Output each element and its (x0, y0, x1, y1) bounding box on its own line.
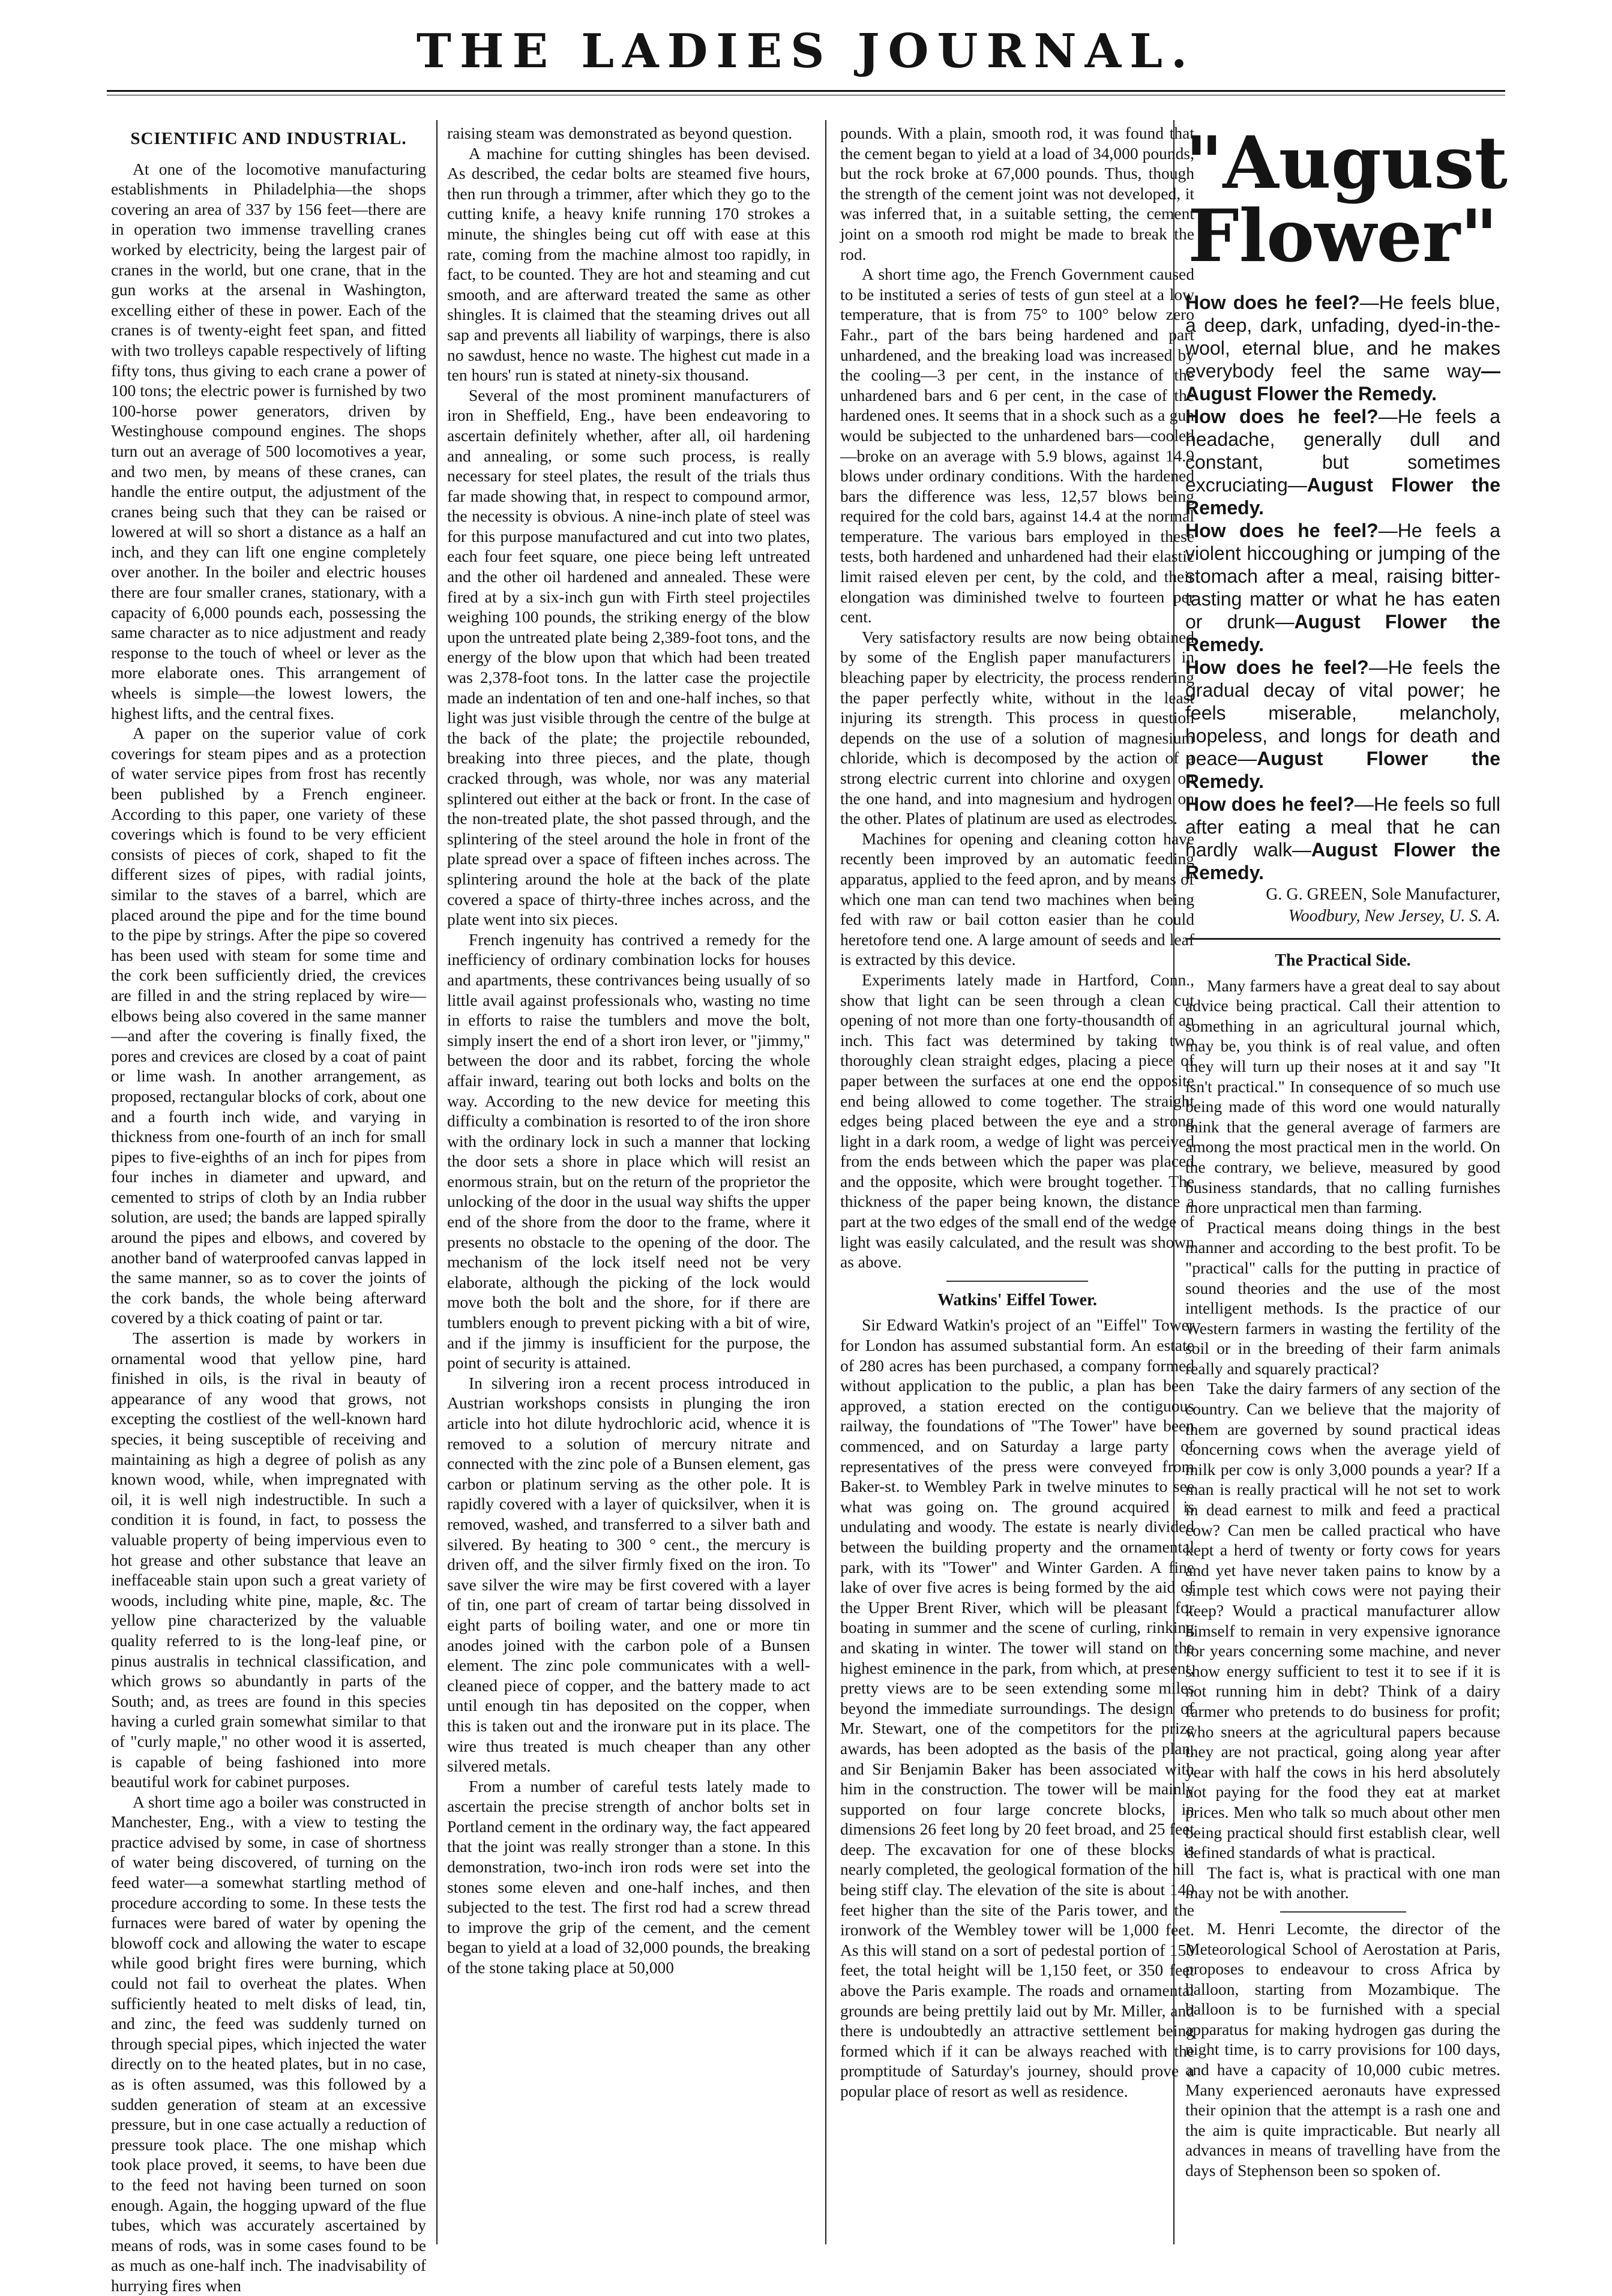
article-paragraph: A machine for cutting shingles has been devised. As described, the cedar bolts are steamed five hours, then run through a trimmer, after which they go to the cutting knife, a heavy knife running 170 strokes a minute, the shingles being cut off with ease at this rate, coming from the machine almost too rapidly, in fact, to be counted. They are hot and steaming and cut smooth, and are afterward treated the same as other shingles. It is claimed that the steaming drives out all sap and prevents all liability of warpings, there is also no sawdust, hence no waste. The highest cut made in a ten hours' run is stated at ninety-six thousand. (447, 143, 810, 385)
column-3 (840, 123, 1194, 2241)
advert-item (1185, 405, 1500, 519)
advert-title (1185, 121, 1508, 278)
article-paragraph: Sir Edward Watkin's project of an "Eiffel" Tower for London has assumed substantial form. An estate of 280 acres has been purchased, a company formed without application to the public, a plan has been approved, a station erected on the contiguous railway, the foundations of "The Tower" have been commenced, and on Saturday a large party of representatives of the press were conveyed from Baker-st. to Wembley Park in twelve minutes to see what was going on. The ground acquired is undulating and woody. The estate is nearly divided between the building property and the ornamental park, with its "Tower" and Winter Garden. A fine lake of over five acres is being formed by the aid of the Upper Brent River, which will be pleasant for boating in summer and the scene of curling, rinking and skating in winter. The tower will stand on the highest eminence in the park, from which, at present, pretty views are to be seen extending some miles beyond the immediate surroundings. The design of Mr. Stewart, one of the competitors for the prize awards, has been adopted as the basis of the plan, and Sir Benjamin Baker has been associated with him in the construction. The tower will be mainly supported on four large concrete blocks, in dimensions 26 feet long by 20 feet broad, and 25 feet deep. The excavation for one of these blocks is nearly completed, the geological formation of the hill being stiff clay. The elevation of the site is about 140 feet higher than the site of the Paris tower, and the ironwork of the Wembley tower will be 1,000 feet. As this will stand on a sort of pedestal portion of 150 feet, the total height will be 1,150 feet, or 350 feet above the Paris example. The roads and ornamental grounds are being prettily laid out by Mr. Miller, and there is undoubtedly an attractive settlement being formed which if it can be always reached with the promptitude of Saturday's journey, should prove a popular place of resort as well as residence. (840, 1315, 1194, 2100)
article-paragraph: The fact is, what is practical with one man may not be with another. (1185, 1863, 1500, 1902)
advert-signature: G. G. GREEN, Sole Manufacturer, (1266, 885, 1500, 904)
advert-body: —He feels so full after eating a meal that he can hardly walk— (1185, 793, 1501, 861)
advert-item (1185, 793, 1500, 884)
advert-remedy: August Flower the Remedy. (1185, 748, 1500, 792)
article-paragraph: At one of the locomotive manufacturing establishments in Philadelphia—the shops covering an area of 337 by 156 feet—there are in operation two immense travelling cranes worked by electricity, being the largest pair of cranes in the world, but one crane, that in the gun works at the arsenal in Washington, excelling either of these in power. Each of the cranes is of twenty-eight feet span, and fitted with two trolleys capable respectively of lifting fifty tons, thus giving to each crane a power of 100 tons; the electric power is furnished by two 100-horse power generators, driven by Westinghouse compound engines. The shops turn out an average of 500 locomotives a year, and two men, by means of these cranes, can handle the entire output, the adjustment of the cranes being such that they can be raised or lowered at will so short a distance as a half an inch, and they can lift one engine completely over another. In the boiler and electric houses there are four smaller cranes, stationary, with a capacity of 6,000 pounds each, possessing the same character as to nice adjustment and ready response to the touch of wheel or lever as the more elaborate ones. This arrangement of wheels is simple—the lowest lowers, the highest lifts, and the central fixes. (111, 159, 426, 723)
separator-rule (946, 1281, 1088, 1282)
advert-remedy: —August Flower the Remedy. (1185, 360, 1500, 404)
advert-address: Woodbury, New Jersey, U. S. A. (1288, 907, 1500, 925)
advert-remedy: August Flower the Remedy. (1185, 839, 1501, 883)
advert-body: —He feels blue, a deep, dark, unfading, dyed-in-the-wool, eternal blue, and he makes everybody feel the same way (1185, 292, 1501, 382)
advert-item (1185, 656, 1500, 793)
separator-rule (1280, 1911, 1406, 1913)
article-paragraph: raising steam was demonstrated as beyond question. (447, 124, 793, 142)
advert-remedy: August Flower the Remedy. (1185, 474, 1500, 518)
article-paragraph: Practical means doing things in the best manner and according to the best profit. To be "practical" calls for the putting in practice of sound theories and the use of the most intelligent methods. Is the practice of our Western farmers in wasting the fertility of the soil or in the breeding of their farm animals really and squarely practical? (1185, 1218, 1500, 1378)
article-paragraph: A short time ago, the French Government caused to be instituted a series of tests of gun steel at a low temperature, that is from 75° to 100° below zero Fahr., part of the bars being hardened and part unhardened, and the breaking load was increased by the cooling—3 per cent, in the instance of the unhardened bars and 6 per cent, in the case of the hardened ones. It seems that in a shock such as a gun would be subjected to the unhardened bars—cooled—broke on an average with 5.9 blows, against 14.9 blows under ordinary conditions. With the hardened bars the difference was less, 12,57 blows being required for the cold bars, against 14.4 at the normal temperature. The various bars employed in these tests, both hardened and unhardened had their elastic limit raised eleven per cent, by the cold, and their elongation was diminished twelve to fourteen per cent. (840, 265, 1194, 627)
article-paragraph: Very satisfactory results are now being obtained by some of the English paper manufacturers in bleaching paper by electricity, the process rendering the paper perfectly white, without in the least injuring its strength. This process in question depends on the use of a solution of magnesium chloride, which is decomposed by the action of a strong electric current into chlorine and oxygen on the one hand, and into magnesium and hydrogen on the other. Plates of platinum are used as electrodes. (840, 627, 1194, 828)
article-paragraph: Take the dairy farmers of any section of the country. Can we believe that the majority of them are governed by sound practical ideas concerning cows when the average yield of milk per cow is only 3,000 pounds a year? If a man is really practical will he not set to work in dead earnest to milk and feed a practical cow? Can men be called practical who have kept a herd of twenty or forty cows for years and yet have never taken pains to know by a simple test which cows were not paying their keep? Would a practical manufacturer allow himself to remain in very expensive ignorance for years concerning some machine, and never show energy sufficient to test it to see if it is not running him in debt? Think of a dairy farmer who pretends to do business for profit; who sneers at the agricultural papers because they are not practical, going along year after year with half the cows in his herd absolutely not paying for the food they eat at market prices. Men who talk so much about other men being practical should first establish clear, well defined standards of what is practical. (1185, 1379, 1500, 1862)
advert-question: How does he feel? (1185, 793, 1355, 815)
section-heading-practical: The Practical Side. (1275, 951, 1411, 970)
column-2 (447, 123, 810, 2241)
article-paragraph: M. Henri Lecomte, the director of the Meteorological School of Aerostation at Paris, proposes to endeavour to cross Africa by balloon, starting from Mozambique. The balloon is to be furnished with a special apparatus for making hydrogen gas during the night time, is to carry provisions for 100 days, and have a capacity of 10,000 cubic metres. Many experienced aeronauts have expressed their opinion that the attempt is a rash one and the aim is quite impracticable. But nearly all advances in means of travelling have from the days of Stephenson been so spoken of. (1185, 1919, 1500, 2180)
advert-remedy: August Flower the Remedy. (1185, 611, 1501, 655)
separator-rule (1185, 938, 1500, 940)
advert-question: How does he feel? (1185, 292, 1360, 313)
article-paragraph: A short time ago a boiler was constructed in Manchester, Eng., with a view to testing the practice advised by some, in case of shortness of water being discovered, of turning on the feed water—a somewhat startling method of procedure according to some. In these tests the furnaces were bared of water by opening the blowoff cock and allowing the water to escape while good bright fires were burning, which could not fail to overheat the plates. When sufficiently heated to melt disks of lead, tin, and zinc, the feed was suddenly turned on through special pipes, which injected the water directly on to the heated plates, but in no case, as is often assumed, was this followed by a sudden generation of steam at an excessive pressure, but in one case actually a reduction of pressure took place. The one mishap which took place proved, it seems, to have been due to the feed not having been turned on soon enough. Again, the hogging upward of the flue tubes, which was accurately ascertained by means of rods, was in some cases found to be as much as one-half inch. The inadvisability of hurrying fires when (111, 1792, 426, 2295)
column-1 (111, 123, 426, 2295)
article-paragraph: From a number of careful tests lately made to ascertain the precise strength of anchor bolts set in Portland cement in the ordinary way, the fact appeared that the joint was really stronger than a stone. In this demonstration, two-inch iron rods were set into the stones some eleven and one-half inches, and then subjected to the test. The first rod had a screw thread to improve the grip of the cement, and the cement began to yield at a load of 32,000 pounds, the breaking of the stone taking place at 50,000 (447, 1776, 810, 1977)
article-paragraph: Experiments lately made in Hartford, Conn., show that light can be seen through a clean cut opening of not more than one forty-thousandth of an inch. This fact was determined by taking two thoroughly clean straight edges, placing a piece of paper between the surfaces at one end the opposite end being allowed to come together. The straight edges being placed between the eye and a strong light in a dark room, a wedge of light was perceived from the ends between which the paper was placed and the opposite, which were brought together. The thickness of the paper being known, the distance a part at the two edges of the small end of the wedge of light was easily calculated, and the result was shown as above. (840, 970, 1194, 1272)
article-paragraph: pounds. With a plain, smooth rod, it was found that the cement began to yield at a load of 34,000 pounds, but the rock broke at 67,000 pounds. Thus, though the strength of the cement joint was not developed, it was inferred that, in a suitable setting, the cement joint on a smooth rod might be made to break the rod. (840, 124, 1194, 263)
advert-body: —He feels a violent hiccoughing or jumping of the stomach after a meal, raising bitter-tasting matter or what he has eaten or drunk— (1185, 520, 1501, 633)
advert-title-line: Flower" (1188, 194, 1498, 278)
advert-body: —He feels the gradual decay of vital power; he feels miserable, melancholy, hopeless, and longs for death and peace— (1185, 657, 1501, 769)
column-divider (825, 120, 826, 2244)
article-paragraph: In silvering iron a recent process introduced in Austrian workshops consists in plunging the iron article into hot dilute hydrochloric acid, whence it is removed to a solution of mercury nitrate and connected with the zinc pole of a Bunsen element, gas carbon or platinum serving as the other pole. It is rapidly covered with a layer of quicksilver, when it is removed, washed, and transferred to a silver bath and silvered. By heating to 300 ° cent., the mercury is driven off, and the silver firmly fixed on the iron. To save silver the wire may be first covered with a layer of tin, one part of cream of tartar being dissolved in eight parts of boiling water, and one or more tin anodes joined with the carbon pole of a Bunsen element. The zinc pole communicates with a well-cleaned piece of copper, and the battery made to act until enough tin has deposited on the copper, when this is taken out and the ironware put in its place. The wire thus treated is much cheaper than any other silvered metals. (447, 1373, 810, 1776)
advert-item (1185, 519, 1500, 656)
article-paragraph: French ingenuity has contrived a remedy for the inefficiency of ordinary combination locks for houses and apartments, these contrivances being usually of so little avail against professionals who, wasting no time in efforts to raise the tumblers and move the bolt, simply insert the end of a short iron lever, or "jimmy," between the door and its rabbet, forcing the whole affair inward, tearing out both locks and bolts on the way. According to the new device for meeting this difficulty a combination is resorted to of the iron shore with the ordinary lock in such a manner that locking the door sets a shore in place which will resist an enormous strain, but on the return of the proprietor the unlocking of the door in the usual way shifts the upper end of the shore from the door to the frame, where it presents no obstacle to the opening of the door. The mechanism of the lock itself need not be very elaborate, although the picking of the lock would move both the bolt and the shore, for if there are tumblers enough to prevent picking with a bit of wire, and if the jimmy is insufficient for the purpose, the point of security is attained. (447, 930, 810, 1372)
masthead-rule-top (107, 90, 1505, 92)
section-heading-watkins: Watkins' Eiffel Tower. (937, 1290, 1097, 1309)
column-4 (1185, 121, 1508, 2241)
article-paragraph: Many farmers have a great deal to say about advice being practical. Call their attention to something in an agricultural journal which, may be, you think is of real value, and often they will turn up their noses at it and say "It isn't practical." In consequence of so much use being made of this word one would naturally think that the general average of farmers are among the most practical men in the world. On the contrary, we believe, measured by good business standards, that no calling furnishes more unpractical men than farming. (1185, 976, 1500, 1217)
section-heading-scientific: SCIENTIFIC AND INDUSTRIAL. (130, 129, 407, 148)
advert-question: How does he feel? (1185, 406, 1379, 427)
advert-question: How does he feel? (1185, 520, 1379, 541)
column-divider (436, 120, 438, 2244)
article-paragraph: Several of the most prominent manufacturers of iron in Sheffield, Eng., have been endeavoring to ascertain definitely whether, after all, oil hardening and annealing, or some such process, is really necessary for steel plates, the result of the trials thus far made showing that, in respect to compound armor, the necessity is obvious. A nine-inch plate of steel was for this purpose manufactured and cut into two plates, each four feet square, one piece being left untreated and the other oil hardened and annealed. These were fired at by a six-inch gun with Firth steel projectiles weighing 100 pounds, the striking energy of the blow upon the untreated plate being 2,389-foot tons, and the energy of the blow upon that which had been treated was 2,378-foot tons. In the latter case the projectile made an indentation of ten and one-half inches, so that light was just visible through the centre of the bulge at the back of the plate; the projectile rebounded, breaking into three pieces, and the plate, though cracked through, was whole, nor was any material splintered out either at the back or front. In the case of the non-treated plate, the shot passed through, and the splintering of the steel around the hole in front of the plate spread over a space of fifteen inches across. The splintering around the hole at the back of the plate covered a space of thirty-three inches across, and the plate went into six pieces. (447, 385, 810, 929)
advert-item (1185, 291, 1500, 405)
masthead-title: THE LADIES JOURNAL. (416, 24, 1196, 79)
advert-question: How does he feel? (1185, 657, 1369, 678)
advert-title-line: "August (1185, 121, 1508, 205)
advert-body: —He feels a headache, generally dull and constant, but sometimes excruciating— (1185, 406, 1501, 496)
article-paragraph: A paper on the superior value of cork coverings for steam pipes and as a protection of water service pipes from frost has recently been published by a French engineer. According to this paper, one variety of these coverings which is found to be very efficient consists of pieces of cork, shaped to fit the different sizes of pipes, with radial joints, similar to the staves of a barrel, which are placed around the pipe and for the time bound to the pipe by strings. After the pipe so covered has been used with steam for some time and the cork been sufficiently dried, the crevices are filled in and the string replaced by wire—elbows being also covered in the same manner—and after the covering is finally fixed, the pores and crevices are closed by a coat of paint or lime wash. In another arrangement, as proposed, rectangular blocks of cork, about one and a fourth inch wide, and varying in thickness from one-fourth of an inch for small pipes to five-eighths of an inch for pipes from four inches in diameter and upward, and cemented to strips of cloth by an India rubber solution, are used; the bands are lapped spirally around the pipes and elbows, and covered by another band of waterproofed canvas lapped in the same manner, so as to cover the joints of the cork bands, the whole being afterward covered by a thick coating of paint or tar. (111, 724, 426, 1327)
article-paragraph: The assertion is made by workers in ornamental wood that yellow pine, hard finished in oils, is the rival in beauty of appearance of any wood that grows, not excepting the costliest of the well-known hard species, it being susceptible of receiving and maintaining as high a degree of polish as any known wood, while, when impregnated with oil, it is well nigh indestructible. In such a condition it is found, in fact, to possess the valuable property of being impervious even to hot grease and other substance that leave an ineffaceable stain upon such a great variety of woods, including white pine, maple, &c. The yellow pine characterized by the valuable quality referred to is the long-leaf pine, or pinus australis in technical classification, and which grows so abundantly in parts of the South; and, as trees are found in this species having a curled grain somewhat similar to that of "curly maple," no other wood it is asserted, is capable of being fashioned into more beautiful work for cabinet purposes. (111, 1329, 426, 1791)
article-paragraph: Machines for opening and cleaning cotton have recently been improved by an automatic feeding apparatus, applied to the feed apron, and by means of which one man can tend two machines when being fed with raw or bail cotton easier than he could heretofore tend one. A large amount of seeds and leaf is extracted by this device. (840, 829, 1194, 969)
